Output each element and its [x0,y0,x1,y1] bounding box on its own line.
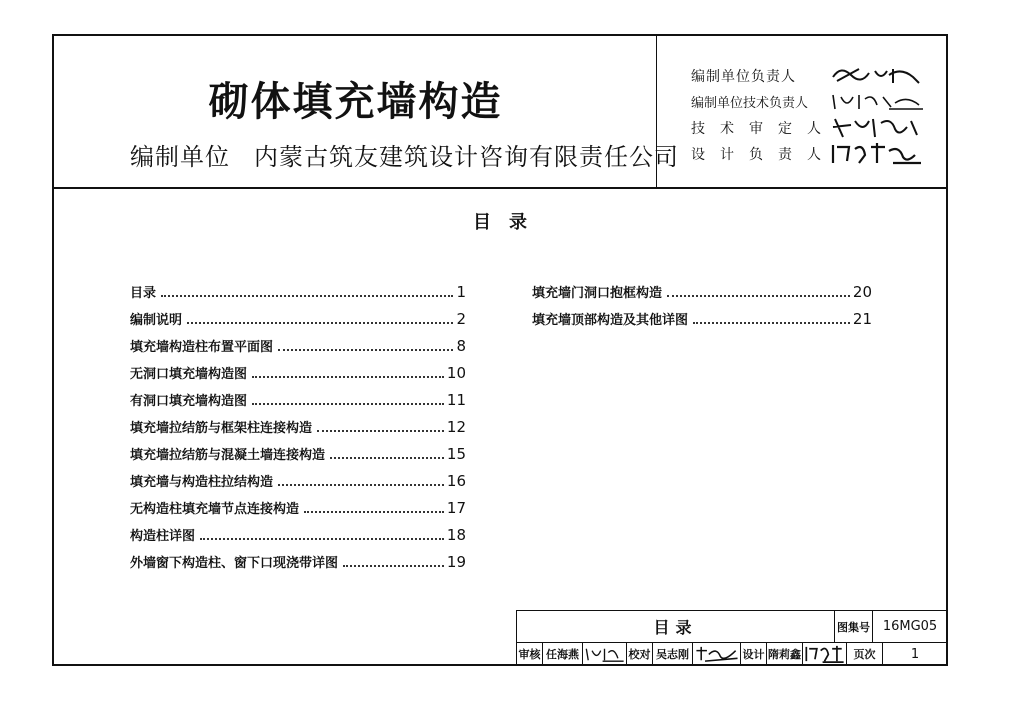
toc-item-page: 15 [446,445,466,463]
designer-signature [803,643,847,666]
signature-image [829,115,925,139]
dot-leader [187,322,453,324]
designer-name: 隋莉鑫 [767,643,803,666]
responsible-label: 设计负责人 [691,147,836,163]
atlas-number-label: 图集号 [835,611,873,643]
signature-image [829,141,925,165]
title-block [516,610,948,666]
dot-leader [252,376,444,378]
toc-item-page: 8 [456,337,466,355]
dot-leader [252,403,444,405]
toc-item-page: 18 [446,526,466,544]
dot-leader [317,430,444,432]
toc-item-page: 10 [446,364,466,382]
header-title-panel [54,36,679,187]
review-label: 审核 [517,643,543,666]
checker-signature [693,643,741,666]
responsible-row [691,118,941,142]
toc-item-title: 编制说明 [130,313,183,328]
toc-item[interactable] [130,309,466,336]
toc-item[interactable] [130,525,466,552]
organization-label: 编制单位 [130,143,230,171]
toc-item[interactable] [130,417,466,444]
toc-item-page: 19 [446,553,466,571]
toc-item-page: 1 [456,283,466,301]
organization-line [130,137,679,172]
responsible-label: 编制单位技术负责人 [691,96,809,111]
dot-leader [343,565,444,567]
toc-item-page: 11 [446,391,466,409]
design-label: 设计 [741,643,767,666]
dot-leader [161,295,453,297]
responsible-row [691,92,941,116]
toc-item-title: 填充墙构造柱布置平面图 [130,340,274,355]
toc-item-title: 有洞口填充墙构造图 [130,394,248,409]
responsible-persons-panel [657,36,948,187]
toc-item-page: 21 [852,310,872,328]
dot-leader [200,538,444,540]
signature-image [829,89,925,113]
dot-leader [278,484,444,486]
signature-image [829,63,925,87]
toc-item-page: 2 [456,310,466,328]
checker-name: 吴志刚 [653,643,693,666]
check-label: 校对 [627,643,653,666]
reviewer-signature [583,643,627,666]
signature-image [583,643,626,665]
responsible-label: 编制单位负责人 [691,69,796,85]
toc-item-title: 填充墙拉结筋与框架柱连接构造 [130,421,313,436]
toc-title: 目录 [473,212,545,233]
toc-item-title: 构造柱详图 [130,529,196,544]
page-number-label: 页次 [847,643,883,666]
signature-image [803,643,846,665]
toc-item[interactable] [130,552,466,579]
page-number: 1 [883,643,948,666]
toc-item[interactable] [532,282,872,309]
toc-item[interactable] [130,471,466,498]
toc-item[interactable] [130,444,466,471]
toc-item-title: 无构造柱填充墙节点连接构造 [130,502,300,517]
toc-item[interactable] [130,363,466,390]
responsible-row [691,144,941,168]
dot-leader [304,511,444,513]
responsible-row [691,66,941,90]
toc-item-title: 目录 [130,286,157,301]
signature-image [693,643,740,665]
page-title: 砌体填充墙构造 [208,79,503,125]
dot-leader [693,322,850,324]
responsible-label: 技术审定人 [691,121,836,137]
toc-item[interactable] [130,390,466,417]
toc-item-page: 20 [852,283,872,301]
dot-leader [278,349,453,351]
toc-item-page: 16 [446,472,466,490]
dot-leader [330,457,444,459]
toc-item-title: 填充墙门洞口抱框构造 [532,286,663,301]
drawing-frame [52,34,948,666]
organization-name: 内蒙古筑友建筑设计咨询有限责任公司 [254,143,679,171]
toc-item[interactable] [130,498,466,525]
toc-item-title: 填充墙与构造柱拉结构造 [130,475,274,490]
toc-item[interactable] [130,336,466,363]
toc-item-title: 填充墙拉结筋与混凝土墙连接构造 [130,448,326,463]
toc-item-page: 12 [446,418,466,436]
atlas-number: 16MG05 [873,611,948,643]
toc-item-title: 无洞口填充墙构造图 [130,367,248,382]
toc-right-column [532,282,872,336]
sheet-title: 目录 [517,611,835,643]
toc-item-title: 外墙窗下构造柱、窗下口现浇带详图 [130,556,339,571]
toc-left-column [130,282,466,579]
toc-item-title: 填充墙顶部构造及其他详图 [532,313,689,328]
dot-leader [667,295,850,297]
reviewer-name: 任海燕 [543,643,583,666]
toc-item[interactable] [130,282,466,309]
toc-item-page: 17 [446,499,466,517]
toc-item[interactable] [532,309,872,336]
header [54,36,946,189]
